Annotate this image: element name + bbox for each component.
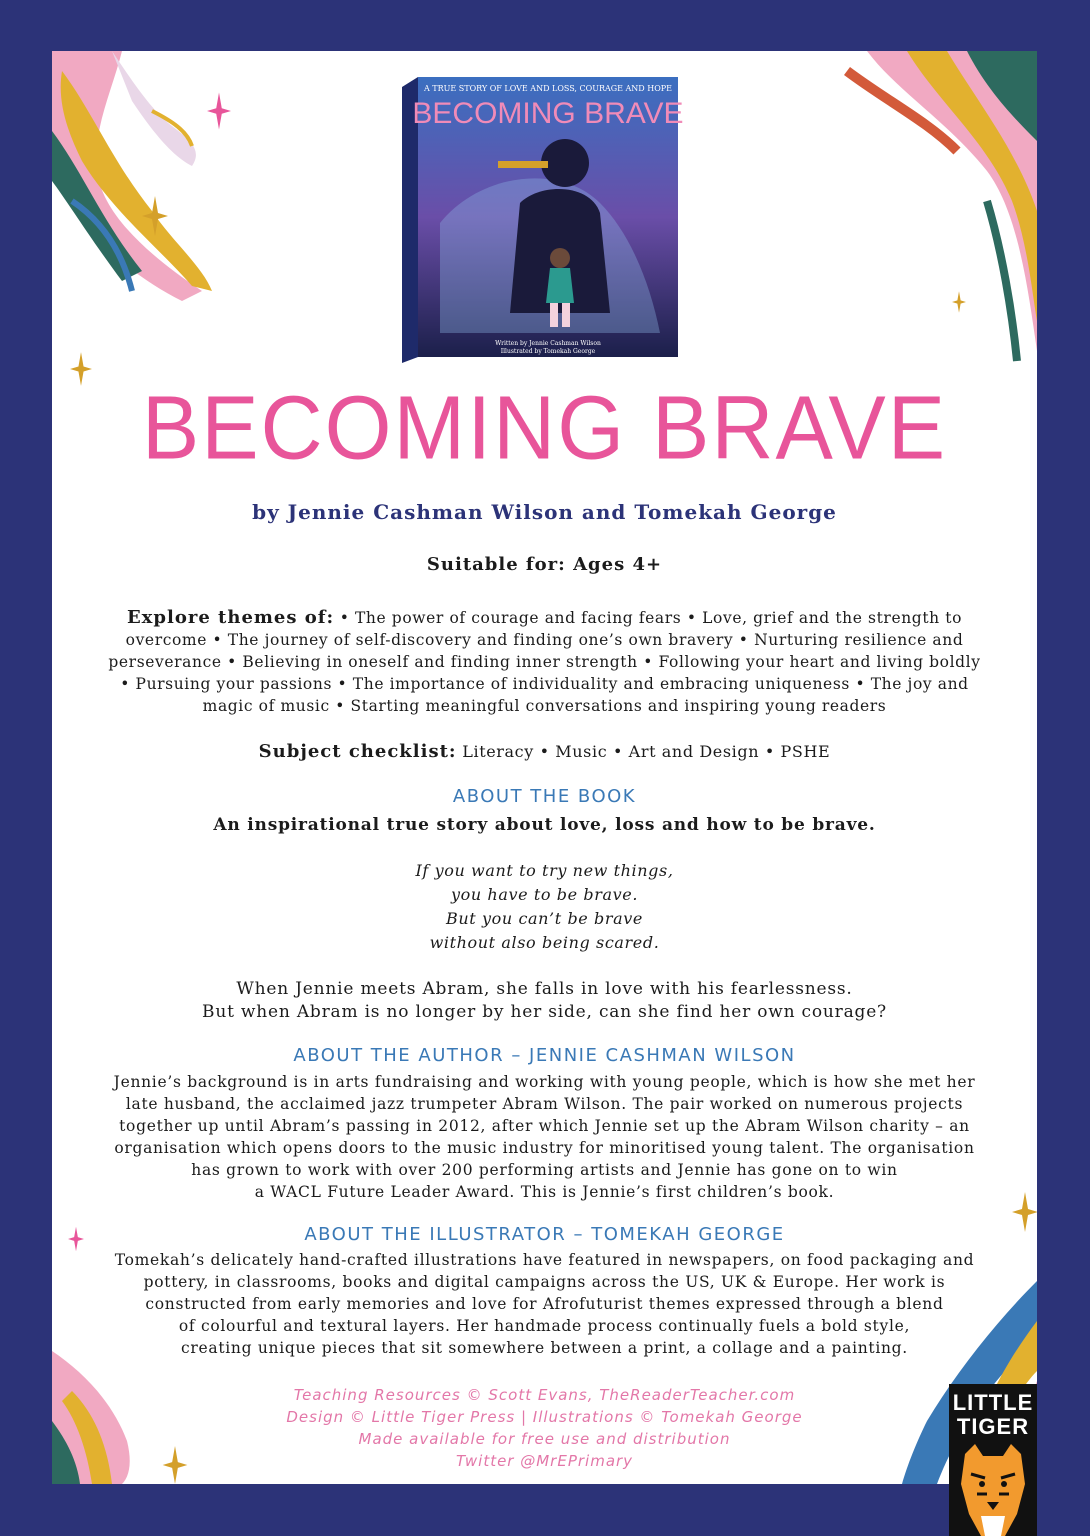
themes-line: • The power of courage and facing fears • Love, grief and the strength to	[339, 609, 963, 627]
tiger-face-icon	[957, 1444, 1029, 1536]
flyer-page	[52, 51, 1037, 1484]
poem-line: If you want to try new things,	[415, 861, 674, 880]
book-tagline: An inspirational true story about love, loss and how to be brave.	[213, 815, 876, 835]
decorative-brushstrokes-top-right	[787, 51, 1037, 371]
bio-line: pottery, in classrooms, books and digital campaigns across the US, UK & Europe. Her work is	[143, 1273, 946, 1291]
bio-line: Tomekah’s delicately hand-crafted illustrations have featured in newspapers, on food packaging and	[114, 1251, 975, 1269]
sparkle-icon	[207, 91, 231, 131]
book-poem	[52, 859, 1037, 955]
bio-line: creating unique pieces that sit somewhere between a print, a collage and a painting.	[181, 1339, 908, 1357]
credit-line: Teaching Resources © Scott Evans, TheReaderTeacher.com	[293, 1386, 796, 1404]
bio-line: a WACL Future Leader Award. This is Jennie’s first children’s book.	[254, 1183, 835, 1201]
bio-line: of colourful and textural layers. Her handmade process continually fuels a bold style,	[178, 1317, 911, 1335]
subjects-label: Subject checklist:	[258, 741, 457, 762]
bio-line: constructed from early memories and love for Afrofuturist themes expressed through a blend	[145, 1295, 944, 1313]
logo-line: TIGER	[956, 1414, 1030, 1439]
credit-line: Made available for free use and distribution	[358, 1430, 731, 1448]
sparkle-icon	[952, 291, 966, 313]
sparkle-icon	[142, 196, 168, 236]
themes-label: Explore themes of:	[126, 607, 335, 628]
little-tiger-logo	[949, 1384, 1037, 1536]
themes-line: magic of music • Starting meaningful conversations and inspiring young readers	[202, 697, 887, 715]
illustrator-bio	[52, 1249, 1037, 1359]
themes-line: perseverance • Believing in oneself and finding inner strength • Following your heart and living boldly	[108, 653, 981, 671]
poem-line: you have to be brave.	[450, 885, 639, 904]
book-summary	[52, 978, 1037, 1024]
page-title: BECOMING BRAVE	[141, 377, 948, 479]
bio-line: together up until Abram’s passing in 2012, after which Jennie set up the Abram Wilson charity – an	[119, 1117, 970, 1135]
bio-line: has grown to work with over 200 performing artists and Jennie has gone on to win	[191, 1161, 898, 1179]
bio-line: organisation which opens doors to the music industry for minoritised young talent. The organisation	[114, 1139, 975, 1157]
credit-line: Design © Little Tiger Press | Illustrations © Tomekah George	[286, 1408, 803, 1426]
subject-checklist	[52, 741, 1037, 762]
about-book-heading: ABOUT THE BOOK	[452, 786, 637, 807]
book-cover-tagline: A TRUE STORY OF LOVE AND LOSS, COURAGE AND HOPE	[423, 84, 673, 93]
decorative-brushstrokes-top-left	[52, 51, 272, 311]
about-illustrator-heading: ABOUT THE ILLUSTRATOR – TOMEKAH GEORGE	[304, 1224, 785, 1245]
themes-line: • Pursuing your passions • The importance of individuality and embracing uniqueness • The joy and	[120, 675, 969, 693]
summary-line: When Jennie meets Abram, she falls in love with his fearlessness.	[236, 979, 853, 999]
summary-line: But when Abram is no longer by her side, can she find her own courage?	[202, 1002, 887, 1022]
themes-paragraph	[92, 607, 997, 717]
subjects-list: Literacy • Music • Art and Design • PSHE	[462, 742, 831, 761]
book-cover-title: BECOMING BRAVE	[412, 97, 684, 130]
byline: by Jennie Cashman Wilson and Tomekah George	[252, 500, 837, 524]
logo-line: LITTLE	[952, 1390, 1034, 1415]
author-bio	[52, 1071, 1037, 1203]
suitable-age: Suitable for: Ages 4+	[426, 554, 663, 575]
book-cover-illustrator: Illustrated by Tomekah George	[500, 348, 596, 355]
bio-line: Jennie’s background is in arts fundraising and working with young people, which is how she met her	[113, 1073, 976, 1091]
poem-line: without also being scared.	[429, 933, 660, 952]
about-author-heading: ABOUT THE AUTHOR – JENNIE CASHMAN WILSON	[293, 1045, 796, 1066]
bio-line: late husband, the acclaimed jazz trumpeter Abram Wilson. The pair worked on numerous projects	[125, 1095, 964, 1113]
book-cover-image	[400, 73, 692, 365]
credits	[52, 1384, 1037, 1472]
themes-line: overcome • The journey of self-discovery and finding one’s own bravery • Nurturing resilience and	[125, 631, 964, 649]
poem-line: But you can’t be brave	[446, 909, 643, 928]
credit-line[interactable]: Twitter @MrEPrimary	[455, 1452, 634, 1470]
book-cover-author: Written by Jennie Cashman Wilson	[495, 340, 601, 347]
